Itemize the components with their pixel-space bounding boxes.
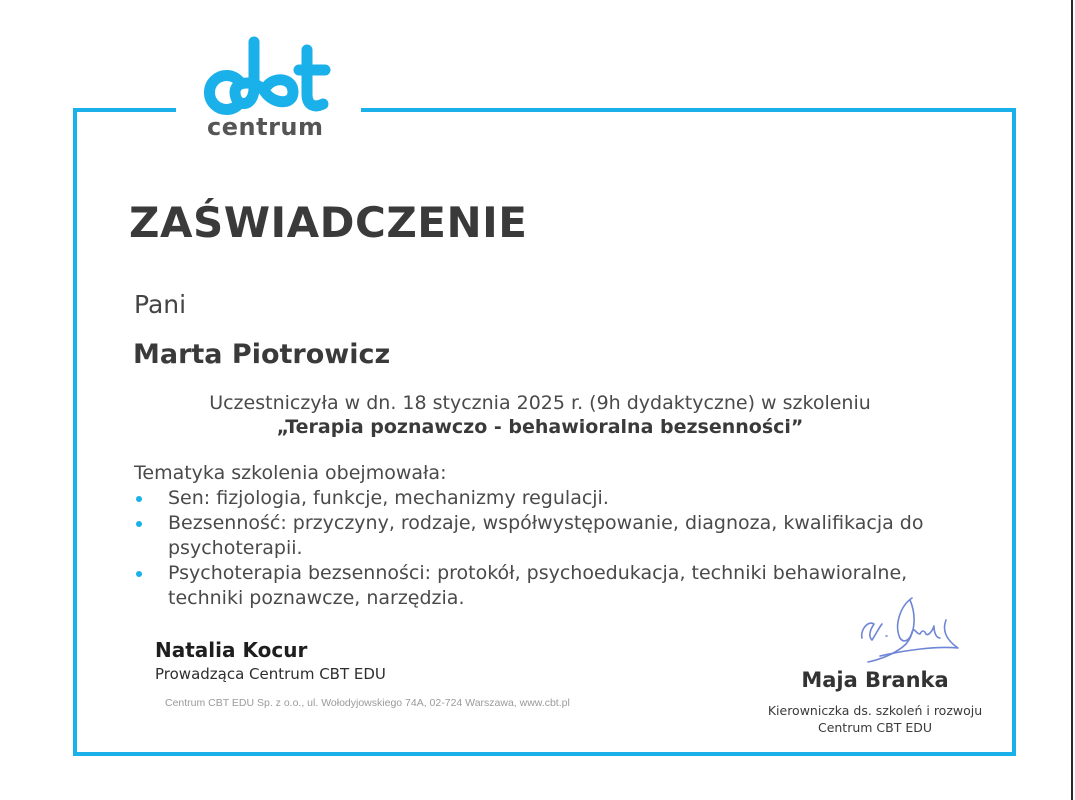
topics-list <box>134 486 974 611</box>
director-name: Maja Branka <box>801 668 949 692</box>
frame-border-left <box>73 108 77 756</box>
instructor-role: Prowadząca Centrum CBT EDU <box>155 665 386 683</box>
instructor-name: Natalia Kocur <box>155 638 308 662</box>
frame-border-bottom <box>73 752 1016 756</box>
company-info-footer: Centrum CBT EDU Sp. z o.o., ul. Wołodyjowskiego 74A, 02-724 Warszawa, www.cbt.pl <box>165 697 570 709</box>
bullet-icon <box>136 521 142 527</box>
topic-item <box>134 511 974 561</box>
frame-border-top-right <box>361 108 1016 112</box>
page-edge <box>1071 0 1073 800</box>
bullet-icon <box>136 571 142 577</box>
certificate-title: ZAŚWIADCZENIE <box>129 198 528 247</box>
recipient-name: Marta Piotrowicz <box>133 339 391 370</box>
director-role <box>745 702 1005 736</box>
cbt-logo-mark-icon <box>195 36 345 116</box>
director-role-line-2: Centrum CBT EDU <box>817 720 933 735</box>
participation-statement: Uczestniczyła w dn. 18 stycznia 2025 r. (9h dydaktyczne) w szkoleniu <box>209 392 871 414</box>
topic-item <box>134 561 974 611</box>
topics-heading: Tematyka szkolenia obejmowała: <box>134 462 447 484</box>
bullet-icon <box>136 496 142 502</box>
salutation: Pani <box>134 290 187 319</box>
course-title: „Terapia poznawczo - behawioralna bezsenności” <box>276 416 804 438</box>
frame-border-top-left <box>73 108 176 112</box>
topic-text: Sen: fizjologia, funkcje, mechanizmy regulacji. <box>168 487 609 509</box>
frame-border-right <box>1012 108 1016 756</box>
director-role-line-1: Kierowniczka ds. szkoleń i rozwoju <box>767 703 983 718</box>
topic-item <box>134 486 974 511</box>
logo-subtitle: centrum <box>207 113 324 141</box>
signature-icon <box>850 590 970 670</box>
topic-text: Bezsenność: przyczyny, rodzaje, współwystępowanie, diagnoza, kwalifikacja do psychoterapii. <box>168 512 924 559</box>
topic-text: Psychoterapia bezsenności: protokół, psychoedukacja, techniki behawioralne, techniki poznawcze, narzędzia. <box>168 562 908 609</box>
